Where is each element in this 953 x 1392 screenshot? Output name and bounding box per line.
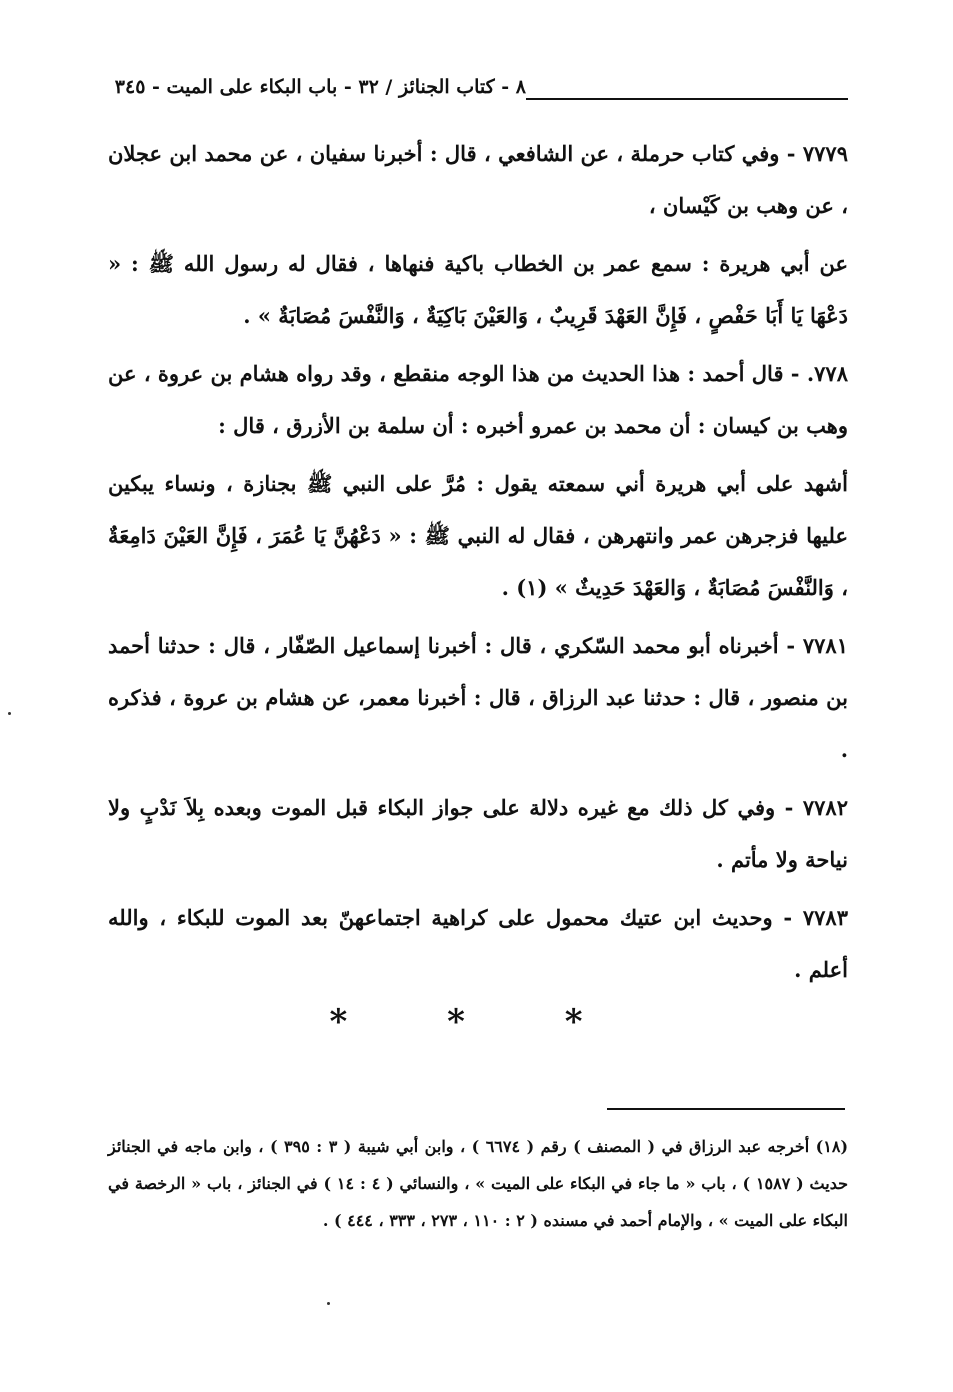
footnote-rule <box>607 1108 845 1110</box>
paragraph-hadith-abu-hurayra: عن أبي هريرة : سمع عمر بن الخطاب باكية فنهاها ، فقال له رسول الله ﷺ : « دَعْهَا يَا أَبَا حَفْصٍ ، فَإِنَّ العَهْدَ قَرِيبٌ ، وَالعَيْنَ بَاكِيَةٌ ، وَالنَّفْسَ مُصَابَةٌ » . <box>108 251 848 328</box>
section-separator: * * * <box>329 1002 627 1042</box>
paragraph-7783: ٧٧٨٣ - وحديث ابن عتيك محمول على كراهية اجتماعهنّ بعد الموت للبكاء ، والله أعلم . <box>108 905 848 982</box>
header-title: ٨ - كتاب الجنائز / ٣٢ - باب البكاء على الميت - ٣٤٥ <box>114 76 526 98</box>
paragraph-hadith-salama: أشهد على أبي هريرة أني سمعته يقول : مُرَّ على النبي ﷺ بجنازة ، ونساء يبكين عليها فزجرهن عمر وانتهرهن ، فقال له النبي ﷺ : « دَعْهُنَّ يَا عُمَرَ ، فَإِنَّ العَيْنَ دَامِعَةٌ ، وَالنَّفْسَ مُصَابَةٌ ، وَالعَهْدَ حَدِيثٌ » (١) . <box>108 471 848 600</box>
scan-speck <box>327 1302 330 1305</box>
paragraph-7781: ٧٧٨١ - أخبرناه أبو محمد السّكري ، قال : أخبرنا إسماعيل الصّفّار ، قال : حدثنا أحمد بن منصور ، قال : حدثنا عبد الرزاق ، قال : أخبرنا معمر، عن هشام بن عروة ، فذكره . <box>108 633 848 762</box>
footnote: (١٨) أخرجه عبد الرزاق في ( المصنف ) رقم ( ٦٦٧٤ ) ، وابن أبي شيبة ( ٣ : ٣٩٥ ) ، وابن ماجه في الجنائز حديث ( ١٥٨٧ ) ، باب « ما جاء في البكاء على الميت » ، والنسائي ( ٤ : ١٤ ) في الجنائز ، باب « الرخصة في البكاء على الميت » ، والإمام أحمد في مسنده ( ٢ : ١١٠ ، ٢٧٣ ، ٣٣٣ ، ٤٤٤ ) . <box>108 1137 849 1230</box>
main-text <box>108 128 848 1042</box>
scan-speck <box>8 712 11 715</box>
running-header <box>108 70 848 110</box>
paragraph-7782: ٧٧٨٢ - وفي كل ذلك مع غيره دلالة على جواز البكاء قبل الموت وبعده بِلاَ نَدْبٍ ولا نياحة ولا مأتم . <box>108 795 848 872</box>
header-rule <box>526 98 848 100</box>
paragraph-7780: ٧٧٨. - قال أحمد : هذا الحديث من هذا الوجه منقطع ، وقد رواه هشام بن عروة ، عن وهب بن كيسان : أن محمد بن عمرو أخبره : أن سلمة بن الأزرق ، قال : <box>108 361 848 438</box>
paragraph-7779: ٧٧٧٩ - وفي كتاب حرملة ، عن الشافعي ، قال : أخبرنا سفيان ، عن محمد ابن عجلان ، عن وهب بن كَيْسان ، <box>108 141 848 218</box>
